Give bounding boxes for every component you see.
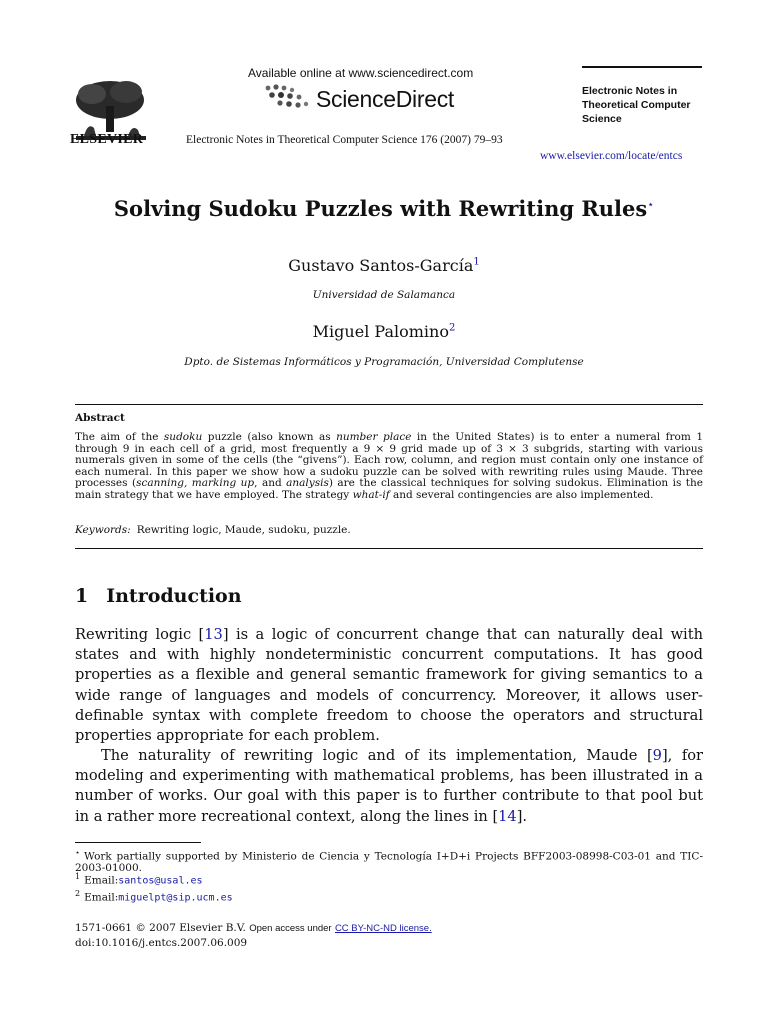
paper-title-text: Solving Sudoku Puzzles with Rewriting Rules xyxy=(113,196,648,221)
footnote-mark: 2 xyxy=(75,889,81,898)
title-footnote-mark[interactable]: ⋆ xyxy=(647,198,655,211)
section-heading xyxy=(75,585,260,607)
sciencedirect-dots-icon xyxy=(262,82,312,112)
keywords-line xyxy=(75,524,351,536)
author-affiliation: Dpto. de Sistemas Informáticos y Programación, Universidad Complutense xyxy=(184,356,584,368)
author-name xyxy=(0,256,768,275)
abstract-bottom-rule xyxy=(75,548,703,549)
section-number: 1 xyxy=(75,585,89,607)
footnote-mark: 1 xyxy=(75,872,81,881)
footnote-funding: ⋆ Work partially supported by Ministerio de Ciencia y Tecnología I+D+i Projects BFF2003-08998-C03-01 and TIC-2003-01000. xyxy=(75,848,703,874)
footnote-email-2: $^2$ Email:miguelpt@sip.ucm.es xyxy=(75,889,233,904)
license-link[interactable]: CC BY-NC-ND license. xyxy=(334,923,432,934)
intro-paragraph-2: The naturality of rewriting logic and of its implementation, Maude [9], for modeling and experimenting with mathematical problems, has been illustrated in a number of works. Our goal with this paper is to further contribute to that pool but in a rather more recreational context, along the lines in [14]. xyxy=(75,747,703,825)
citation-link[interactable]: 9 xyxy=(652,747,662,764)
abstract-text: The aim of the sudoku puzzle (also known as number place in the United States) is to enter a numeral from 1 through 9 in each cell of a grid, most frequently a 9 × 9 grid made up of 3 × 3 subgrids, starting with various numerals given in some of the cells (the “givens”). Each row, column, and region must contain only one instance of each numeral. In this paper we show how a sudoku puzzle can be solved with rewriting rules using Maude. Three processes (scanning, marking up, and analysis) are the classical techniques for solving sudokus. Elimination is the main strategy that we have employed. The strategy what-if and several contingencies are also implemented. xyxy=(75,431,704,501)
author-footnote-mark[interactable]: 2 xyxy=(448,322,456,334)
abstract-heading: Abstract xyxy=(75,412,125,424)
journal-name-box xyxy=(582,66,702,126)
publisher-name: ELSEVIER xyxy=(70,132,144,147)
available-online-text: Available online at www.sciencedirect.com xyxy=(248,66,474,80)
copyright-text: 1571-0661 © 2007 Elsevier B.V. xyxy=(75,922,246,934)
paper-title xyxy=(0,196,768,221)
citation-link[interactable]: 14 xyxy=(498,807,517,825)
journal-name-line: Theoretical Computer xyxy=(582,99,691,111)
footnote-email-1: $^1$ Email:santos@usal.es xyxy=(75,872,203,887)
footnote-mark: ⋆ xyxy=(75,848,81,857)
author-footnote-mark[interactable]: 1 xyxy=(473,256,480,268)
author-affiliation: Universidad de Salamanca xyxy=(312,289,456,301)
keywords-label: Keywords: xyxy=(75,524,131,536)
author-name-text: Gustavo Santos-García xyxy=(288,256,474,275)
open-access-text: Open access under xyxy=(249,923,332,934)
author-name xyxy=(0,322,768,341)
footnote-rule xyxy=(75,842,201,843)
sciencedirect-wordmark: ScienceDirect xyxy=(316,86,454,112)
journal-name-line: Science xyxy=(582,113,622,125)
journal-name-line: Electronic Notes in xyxy=(582,85,678,97)
intro-paragraph-1: Rewriting logic [13] is a logic of concurrent change that can naturally deal with states and with highly nondeterministic concurrent computations. It has good properties as a flexible and general semantic framework for giving semantics to a wide range of languages and models of concurrency. Moreover, it allows user-definable syntax with complete freedom to choose the operators and structural properties appropriate for each problem. xyxy=(75,626,703,745)
copyright-line xyxy=(75,922,432,934)
author-name-text: Miguel Palomino xyxy=(312,322,449,341)
citation-link[interactable]: 13 xyxy=(204,626,223,643)
keywords-list: Rewriting logic, Maude, sudoku, puzzle. xyxy=(136,524,351,536)
abstract-top-rule xyxy=(75,404,703,405)
email-link[interactable]: santos@usal.es xyxy=(118,875,203,887)
email-link[interactable]: miguelpt@sip.ucm.es xyxy=(118,892,233,904)
section-title: Introduction xyxy=(106,585,242,607)
journal-url-link[interactable]: www.elsevier.com/locate/entcs xyxy=(540,150,683,162)
doi-text: doi:10.1016/j.entcs.2007.06.009 xyxy=(75,937,248,949)
journal-citation: Electronic Notes in Theoretical Computer Science 176 (2007) 79–93 xyxy=(186,134,503,146)
